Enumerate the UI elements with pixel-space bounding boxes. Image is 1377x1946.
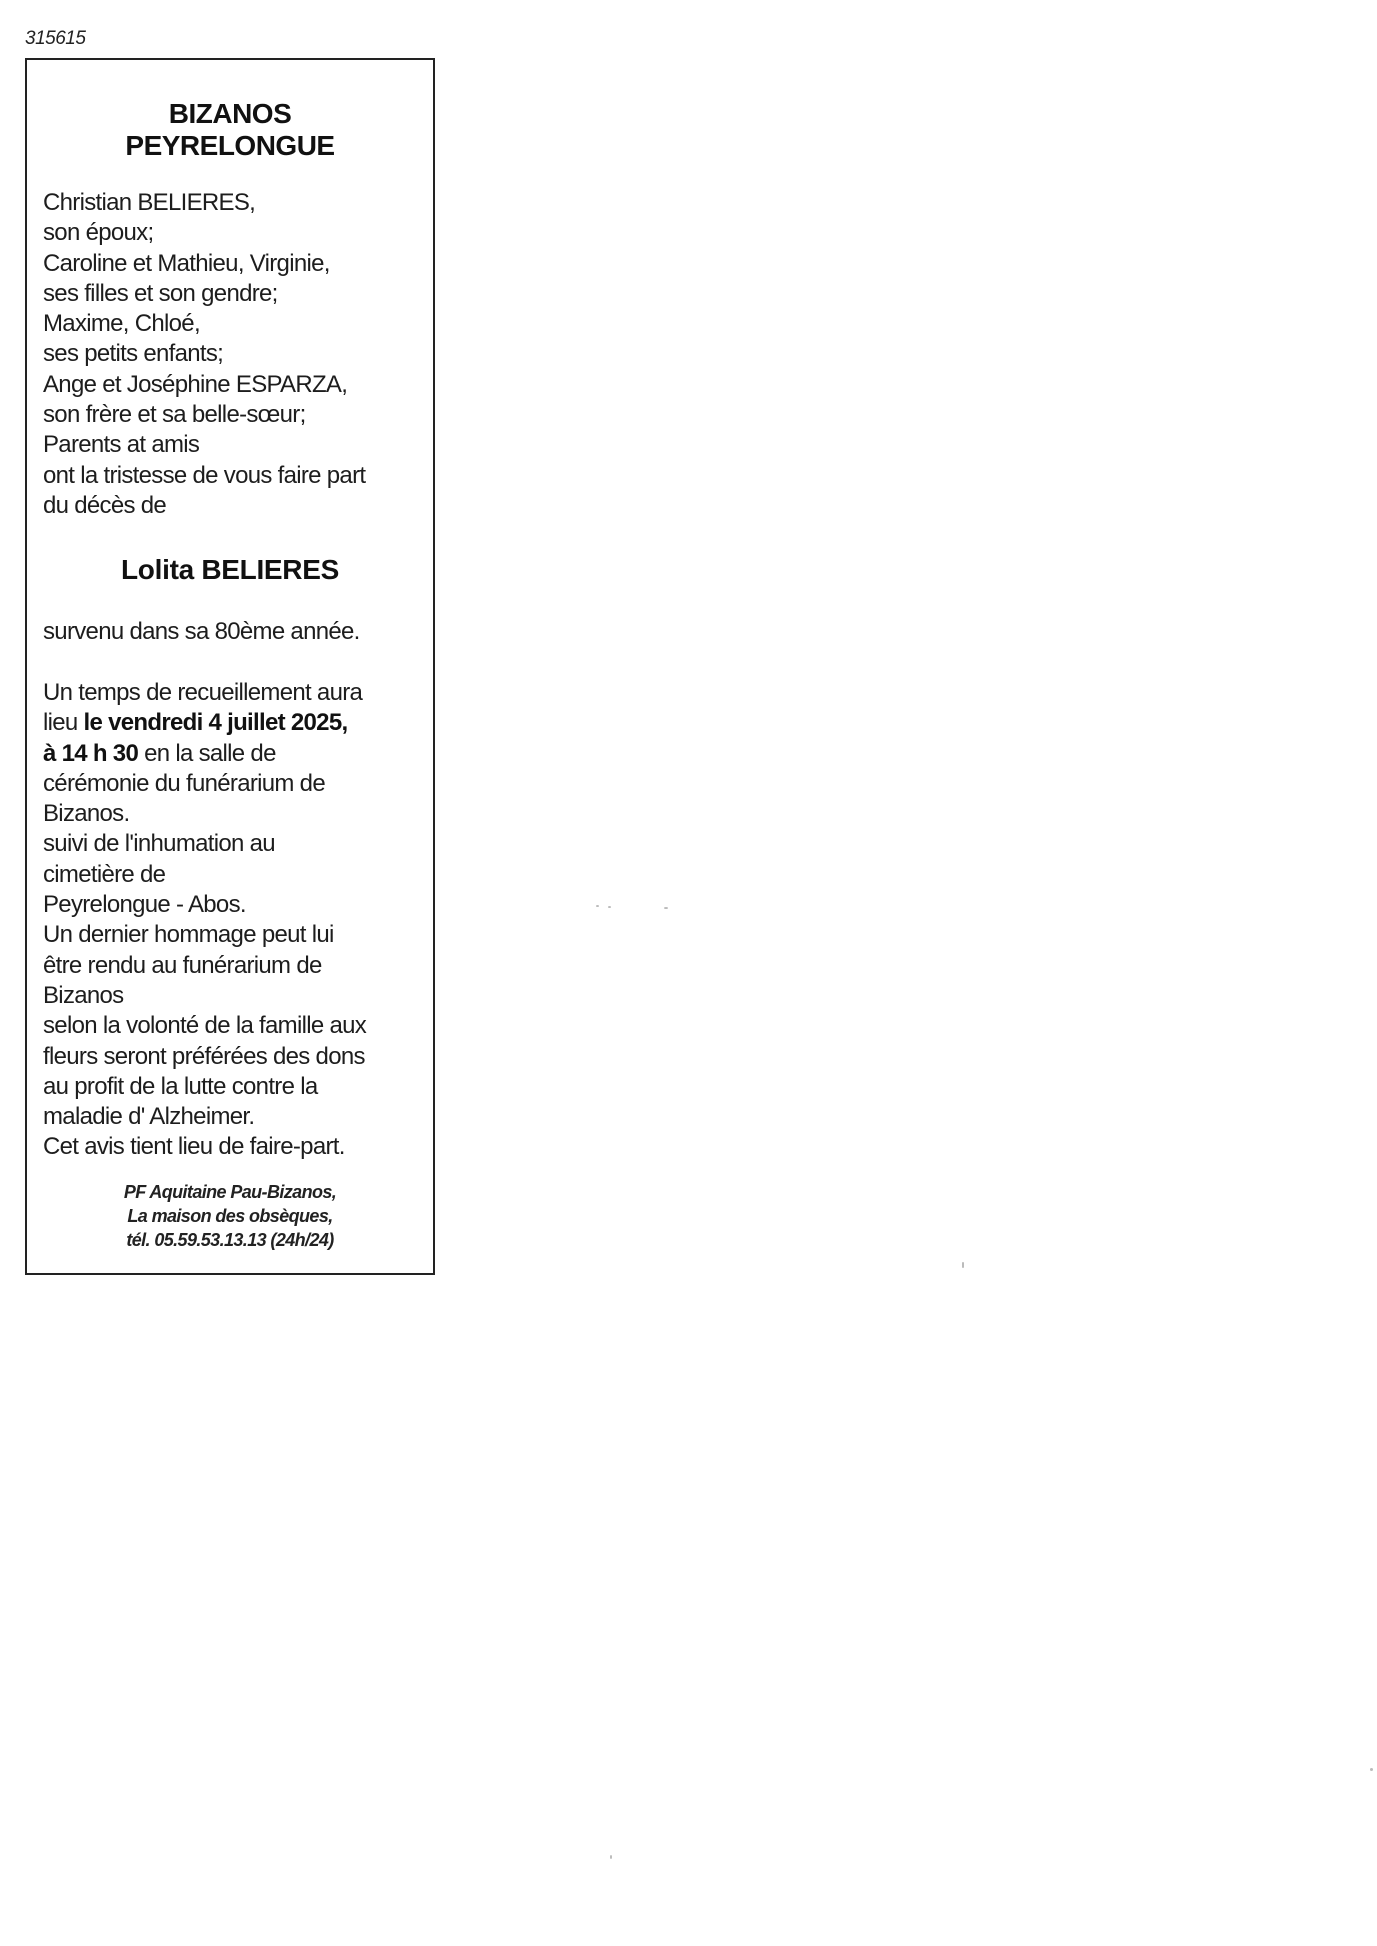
ceremony-date: le vendredi 4 juillet 2025,	[83, 709, 348, 737]
ceremony-text: lieu	[43, 709, 84, 737]
family-line: Ange et Joséphine ESPARZA,	[43, 370, 348, 398]
ceremony-line: Peyrelongue - Abos.	[43, 891, 246, 919]
ceremony-line	[43, 708, 423, 738]
family-line: son frère et sa belle-sœur;	[43, 401, 306, 429]
obituary-notice	[25, 58, 435, 1275]
ceremony-line: maladie d' Alzheimer.	[43, 1103, 255, 1131]
ceremony-text: en la salle de	[138, 739, 276, 767]
family-announcement	[43, 188, 423, 521]
ceremony-line: selon la volonté de la famille aux	[43, 1012, 367, 1040]
family-line: Maxime, Chloé,	[43, 310, 200, 338]
ceremony-details	[43, 678, 423, 1163]
ceremony-line: cimetière de	[43, 860, 166, 888]
ceremony-line: Un dernier hommage peut lui	[43, 921, 334, 949]
deceased-name: Lolita BELIERES	[121, 554, 339, 585]
ceremony-line: suivi de l'inhumation au	[43, 830, 275, 858]
notice-heading-town-1: BIZANOS	[168, 98, 292, 129]
family-line: du décès de	[43, 491, 167, 519]
footer-line: PF Aquitaine Pau-Bizanos,	[123, 1182, 337, 1202]
ceremony-line: au profit de la lutte contre la	[43, 1072, 318, 1100]
ceremony-time: à 14 h 30	[43, 739, 139, 767]
family-line: son époux;	[43, 219, 154, 247]
ceremony-line: cérémonie du funérarium de	[43, 769, 325, 797]
ceremony-line: être rendu au funérarium de	[43, 951, 322, 979]
ceremony-line: Cet avis tient lieu de faire-part.	[43, 1133, 345, 1161]
ceremony-line: Un temps de recueillement aura	[43, 679, 363, 706]
family-line: Christian BELIERES,	[43, 189, 256, 216]
age-line: survenu dans sa 80ème année.	[43, 618, 360, 645]
family-line: ses filles et son gendre;	[43, 279, 278, 307]
scan-speck	[1370, 1768, 1373, 1771]
footer-line: tél. 05.59.53.13.13 (24h/24)	[126, 1230, 334, 1250]
scan-speck	[608, 906, 611, 908]
funeral-home-footer	[27, 1180, 433, 1252]
reference-number: 315615	[25, 28, 86, 49]
scan-speck	[962, 1262, 964, 1268]
family-line: ont la tristesse de vous faire part	[43, 461, 366, 489]
scan-speck	[596, 905, 599, 907]
notice-heading-town-2: PEYRELONGUE	[125, 130, 335, 161]
footer-line: La maison des obsèques,	[127, 1206, 333, 1226]
ceremony-line: Bizanos	[43, 981, 124, 1009]
ceremony-line: fleurs seront préférées des dons	[43, 1042, 365, 1070]
scan-speck	[664, 907, 668, 909]
ceremony-line: Bizanos.	[43, 800, 130, 828]
family-line: Caroline et Mathieu, Virginie,	[43, 249, 330, 277]
ceremony-line	[43, 739, 423, 769]
family-line: Parents at amis	[43, 431, 200, 459]
family-line: ses petits enfants;	[43, 340, 224, 368]
scan-speck	[610, 1855, 612, 1859]
